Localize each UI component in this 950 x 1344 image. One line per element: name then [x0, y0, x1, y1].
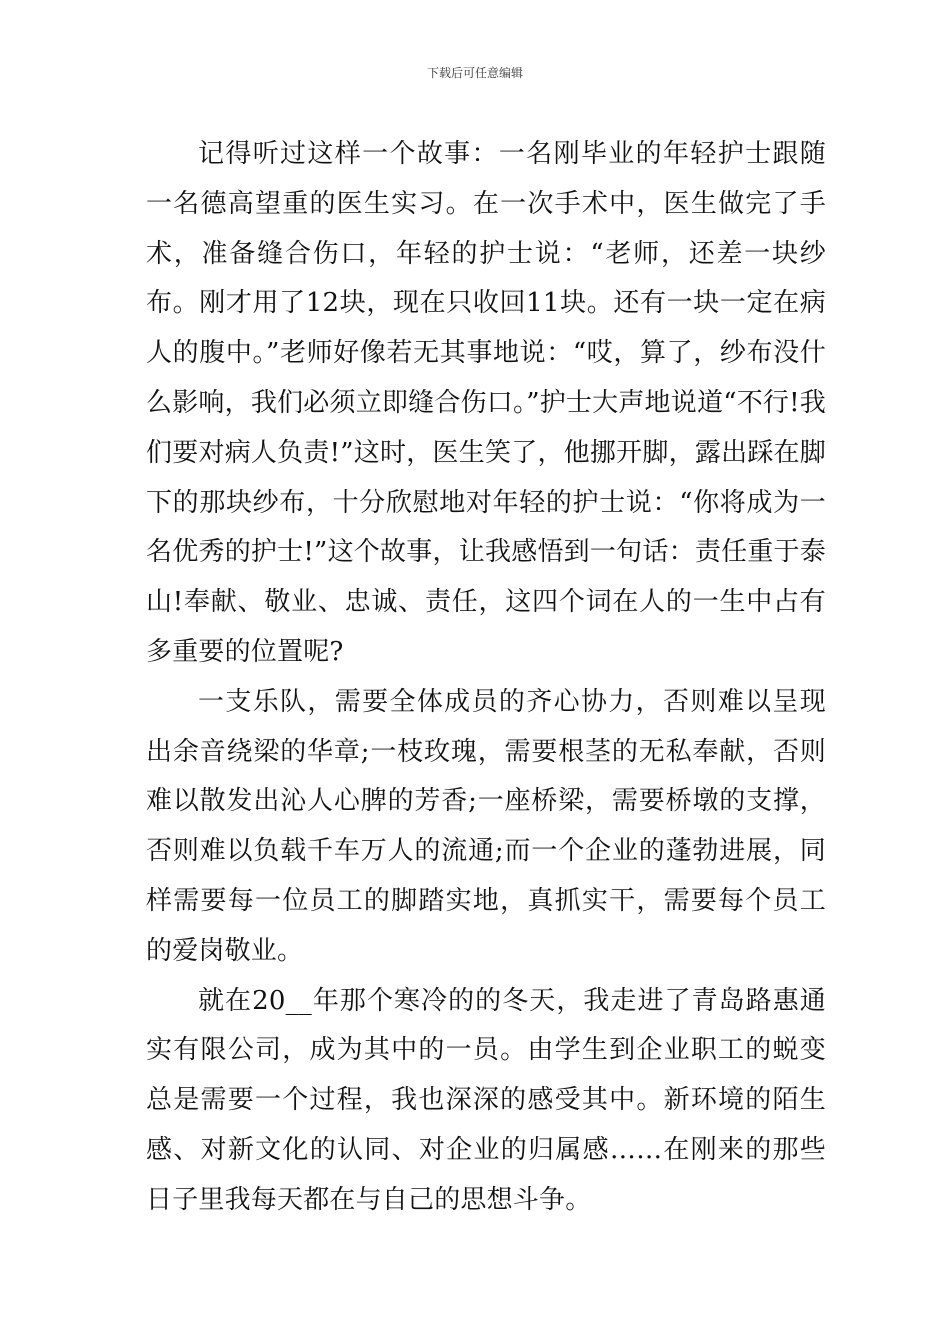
paragraph-joining-company: 就在20__年那个寒冷的的冬天，我走进了青岛路惠通实有限公司，成为其中的一员。由学生到企业职工的蜕变总是需要一个过程，我也深深的感受其中。新环境的陌生感、对新文化的认同、对企业的归属感……在刚来的那些日子里我每天都在与自己的思想斗争。 [146, 985, 826, 1215]
document-body [146, 130, 826, 1226]
paragraph-story: 记得听过这样一个故事：一名刚毕业的年轻护士跟随一名德高望重的医生实习。在一次手术中，医生做完了手术，准备缝合伤口，年轻的护士说：“老师，还差一块纱布。刚才用了12块，现在只收回11块。还有一块一定在病人的腹中。”老师好像若无其事地说：“哎，算了，纱布没什么影响，我们必须立即缝合伤口。”护士大声地说道“不行!我们要对病人负责!”这时，医生笑了，他挪开脚，露出踩在脚下的那块纱布，十分欣慰地对年轻的护士说：“你将成为一名优秀的护士!”这个故事，让我感悟到一句话：责任重于泰山!奉献、敬业、忠诚、责任，这四个词在人的一生中占有多重要的位置呢? [146, 139, 826, 667]
paragraph-teamwork: 一支乐队，需要全体成员的齐心协力，否则难以呈现出余音绕梁的华章;一枝玫瑰，需要根茎的无私奉献，否则难以散发出沁人心脾的芳香;一座桥梁，需要桥墩的支撑，否则难以负载千车万人的流通;而一个企业的蓬勃进展，同样需要每一位员工的脚踏实地，真抓实干，需要每个员工的爱岗敬业。 [146, 686, 826, 966]
page-header-note: 下载后可任意编辑 [426, 66, 523, 80]
